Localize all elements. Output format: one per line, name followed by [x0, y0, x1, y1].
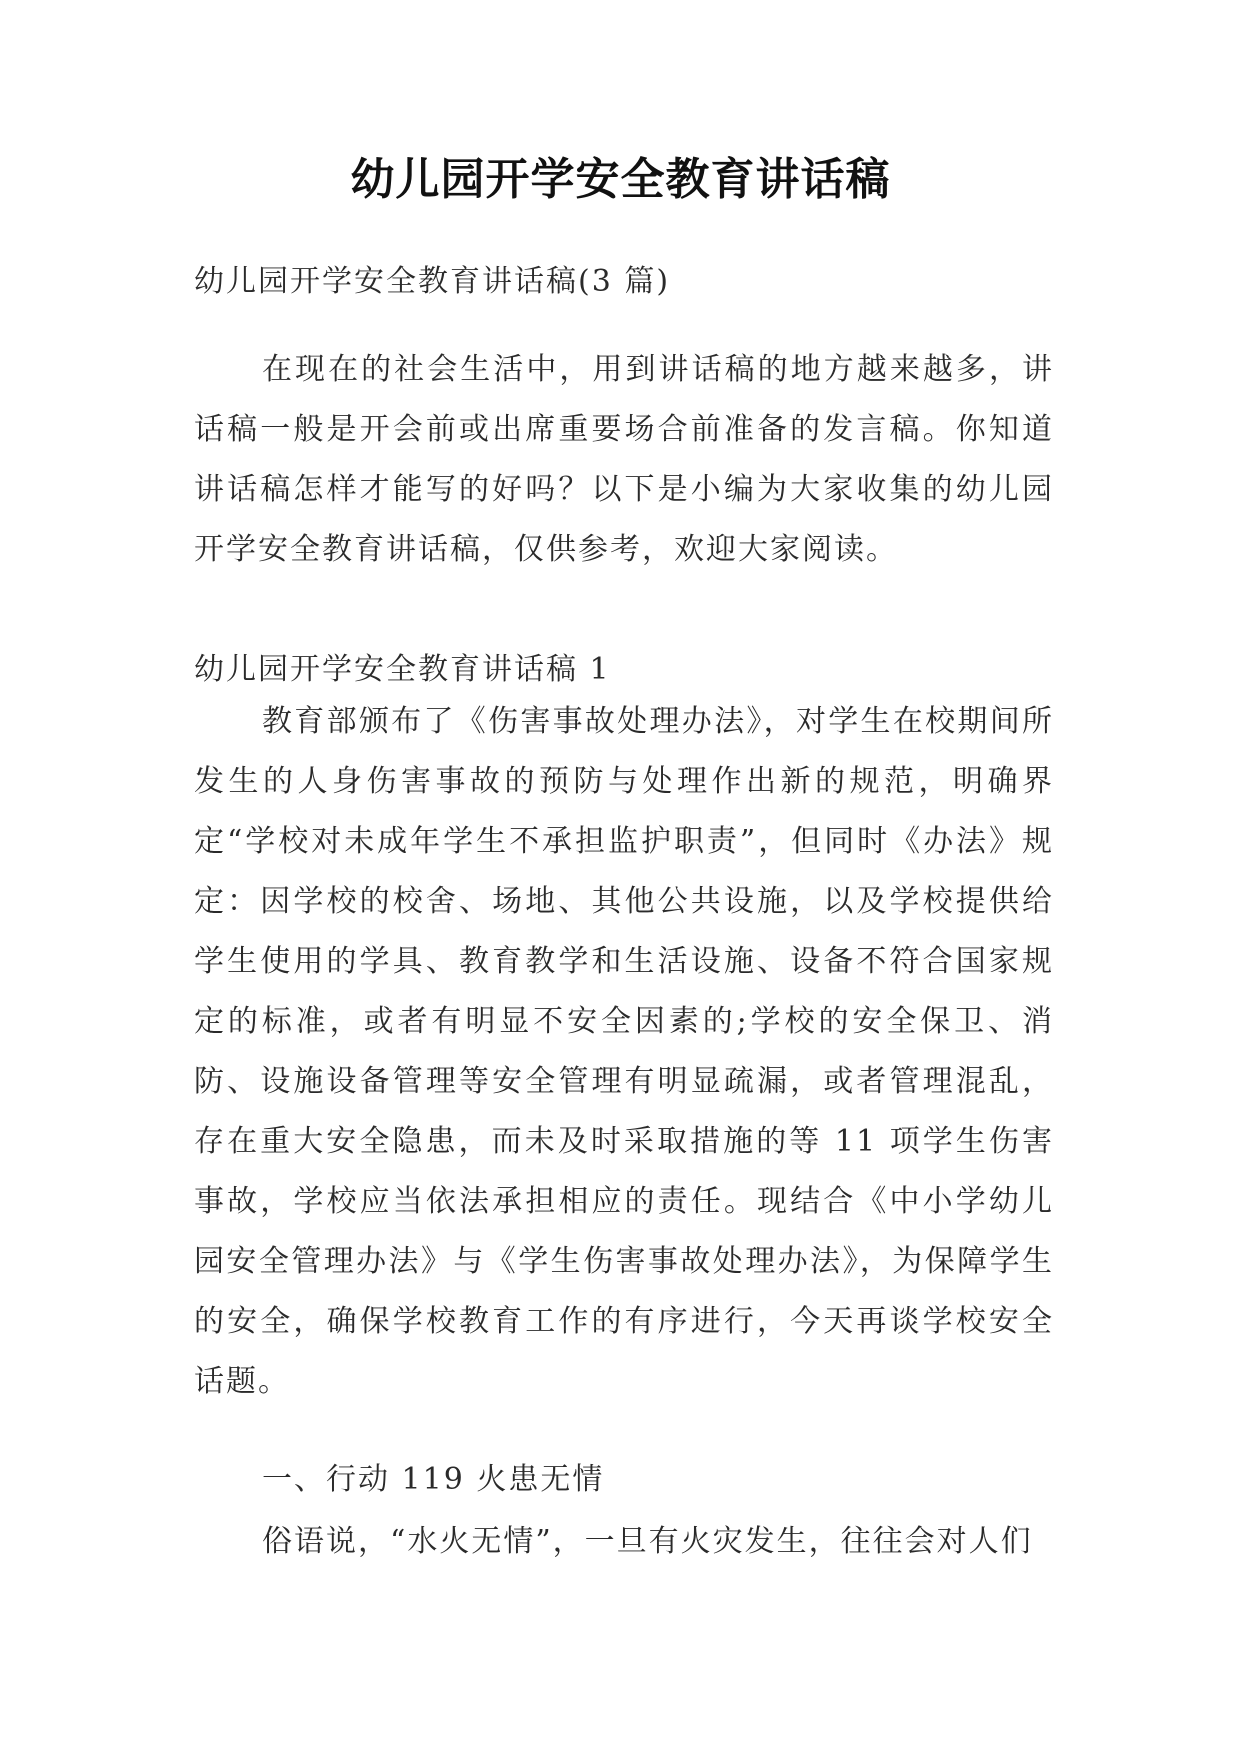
intro-paragraph: 在现在的社会生活中，用到讲话稿的地方越来越多，讲话稿一般是开会前或出席重要场合前准备的发言稿。你知道讲话稿怎样才能写的好吗？以下是小编为大家收集的幼儿园开学安全教育讲话稿，仅供参考，欢迎大家阅读。: [194, 352, 1054, 567]
body-paragraph-1: 教育部颁布了《伤害事故处理办法》，对学生在校期间所发生的人身伤害事故的预防与处理作出新的规范，明确界定“学校对未成年学生不承担监护职责”，但同时《办法》规定：因学校的校舍、场地、其他公共设施，以及学校提供给学生使用的学具、教育教学和生活设施、设备不符合国家规定的标准，或者有明显不安全因素的;学校的安全保卫、消防、设施设备管理等安全管理有明显疏漏，或者管理混乱，存在重大安全隐患，而未及时采取措施的等 11 项学生伤害事故，学校应当依法承担相应的责任。现结合《中小学幼儿园安全管理办法》与《学生伤害事故处理办法》，为保障学生的安全，确保学校教育工作的有序进行，今天再谈学校安全话题。: [194, 704, 1054, 1399]
section-heading: 幼儿园开学安全教育讲话稿 1: [194, 652, 611, 687]
section-item-heading: 一、行动 119 火患无情: [262, 1462, 605, 1497]
body-paragraph-2: 俗语说，“水火无情”，一旦有火灾发生，往往会对人们: [262, 1524, 1033, 1559]
document-subtitle: 幼儿园开学安全教育讲话稿(3 篇): [194, 264, 671, 299]
document-title: 幼儿园开学安全教育讲话稿: [350, 154, 891, 205]
